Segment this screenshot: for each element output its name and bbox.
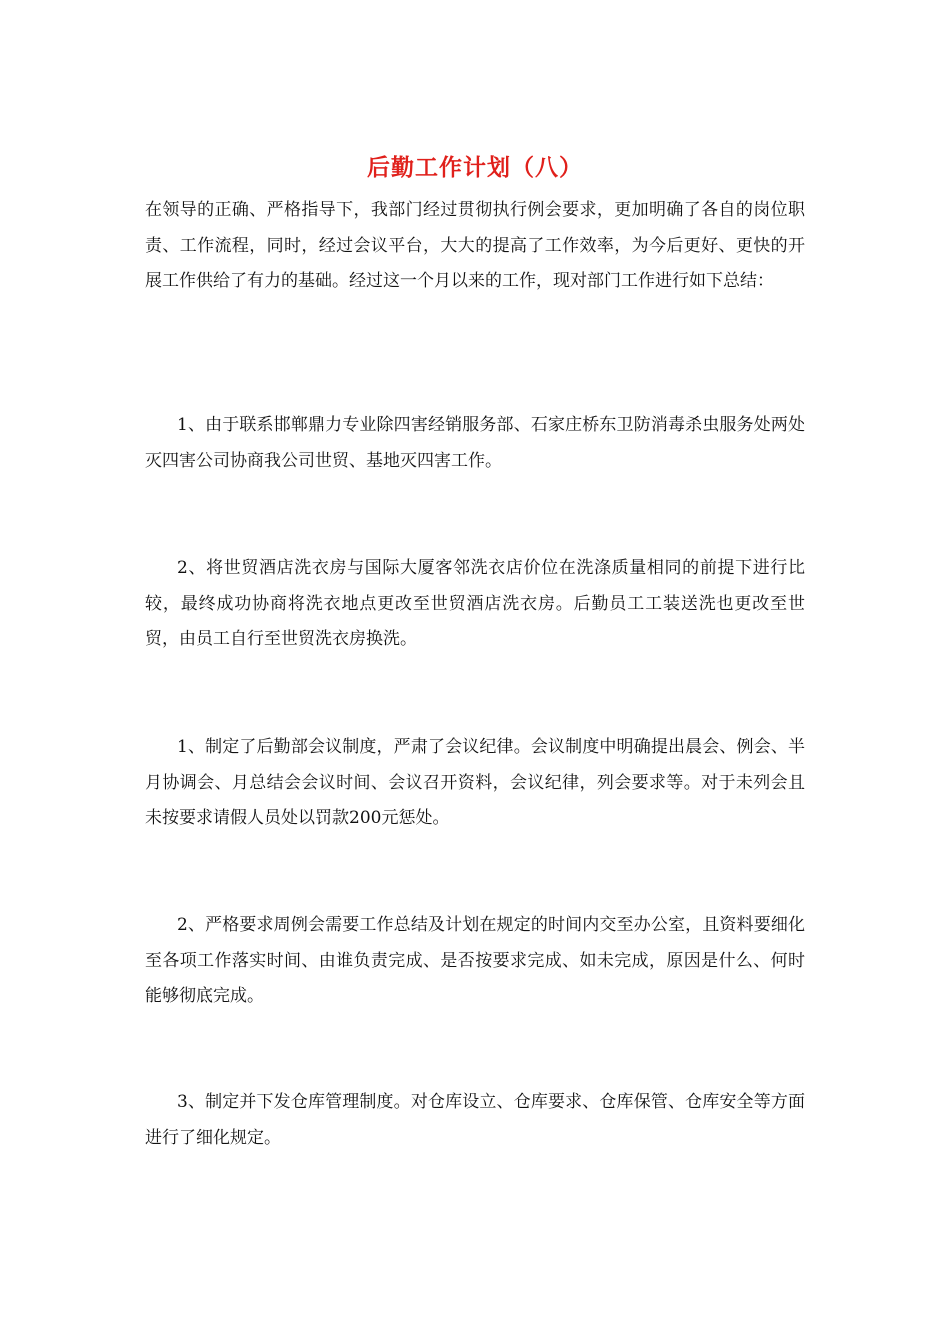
body-paragraph-laundry: 2、将世贸酒店洗衣房与国际大厦客邻洗衣店价位在洗涤质量相同的前提下进行比较，最终成功协商将洗衣地点更改至世贸酒店洗衣房。后勤员工工装送洗也更改至世贸，由员工自行至世贸洗衣房换洗。 [145, 558, 805, 649]
body-paragraph-meeting-rules: 1、制定了后勤部会议制度，严肃了会议纪律。会议制度中明确提出晨会、例会、半月协调会、月总结会会议时间、会议召开资料，会议纪律，列会要求等。对于未列会且未按要求请假人员处以罚款200元惩处。 [145, 737, 805, 828]
body-paragraph-pest-control: 1、由于联系邯郸鼎力专业除四害经销服务部、石家庄桥东卫防消毒杀虫服务处两处灭四害公司协商我公司世贸、基地灭四害工作。 [145, 415, 805, 471]
intro-paragraph: 在领导的正确、严格指导下，我部门经过贯彻执行例会要求，更加明确了各自的岗位职责、工作流程，同时，经过会议平台，大大的提高了工作效率，为今后更好、更快的开展工作供给了有力的基础。经过这一个月以来的工作，现对部门工作进行如下总结： [145, 200, 805, 291]
document-title: 后勤工作计划（八） [367, 155, 583, 181]
body-paragraph-warehouse-rules: 3、制定并下发仓库管理制度。对仓库设立、仓库要求、仓库保管、仓库安全等方面进行了细化规定。 [145, 1092, 805, 1148]
body-paragraph-weekly-report: 2、严格要求周例会需要工作总结及计划在规定的时间内交至办公室，且资料要细化至各项工作落实时间、由谁负责完成、是否按要求完成、如未完成，原因是什么、何时能够彻底完成。 [145, 915, 805, 1006]
